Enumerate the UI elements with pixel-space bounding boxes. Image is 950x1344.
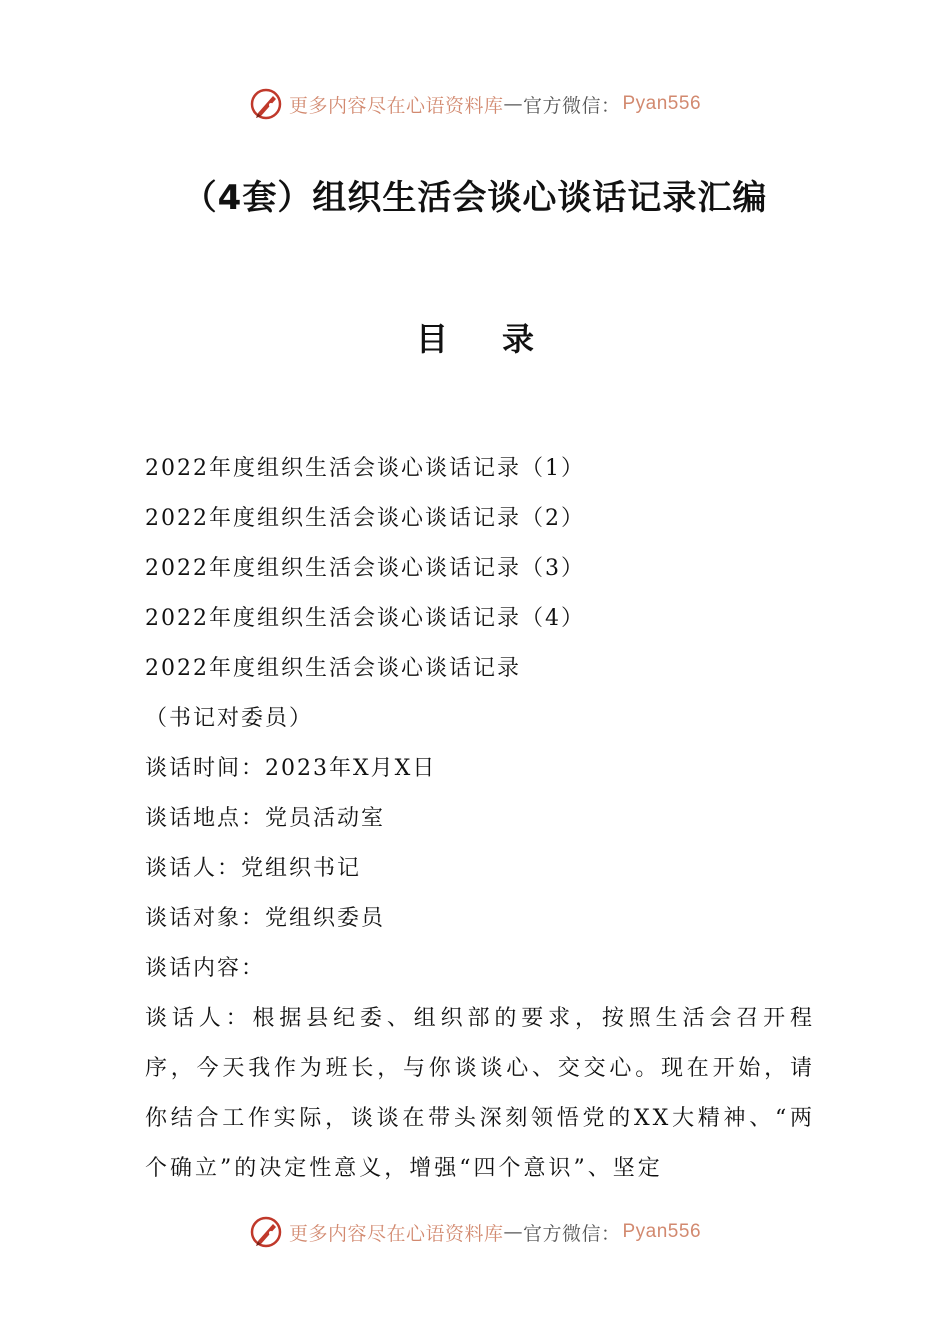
toc-item: 2022年度组织生活会谈心谈话记录（4） — [145, 606, 585, 631]
pen-logo-icon — [249, 1215, 283, 1249]
header-watermark — [0, 84, 950, 124]
document-title: （4套）组织生活会谈心谈话记录汇编 — [182, 178, 768, 218]
record-title: 2022年度组织生活会谈心谈话记录 — [145, 656, 521, 681]
toc-item: 2022年度组织生活会谈心谈话记录（1） — [145, 456, 585, 481]
record-time: 谈话时间：2023年X月X日 — [145, 756, 437, 781]
record-speaker: 谈话人：党组织书记 — [145, 856, 362, 881]
record-subtitle: （书记对委员） — [145, 706, 314, 731]
record-paragraph: 谈话人：根据县纪委、组织部的要求，按照生活会召开程序，今天我作为班长，与你谈谈心、交交心。现在开始，请你结合工作实际，谈谈在带头深刻领悟党的XX大精神、“两个确立”的决定性意义，增强“四个意识”、坚定 — [145, 1006, 815, 1181]
document-body — [145, 444, 815, 1194]
pen-logo-icon — [249, 87, 283, 121]
watermark-slogan: 更多内容尽在心语资料库 — [288, 94, 504, 117]
record-content-label: 谈话内容： — [145, 956, 266, 981]
watermark-separator: — — [503, 1221, 523, 1243]
watermark-wechat-id: Pyan556 — [622, 1221, 702, 1242]
footer-watermark — [0, 1212, 950, 1252]
watermark-separator: — — [503, 93, 523, 115]
toc-item: 2022年度组织生活会谈心谈话记录（3） — [145, 556, 585, 581]
record-target: 谈话对象：党组织委员 — [145, 906, 386, 931]
watermark-slogan: 更多内容尽在心语资料库 — [288, 1222, 504, 1245]
watermark-wechat-label: 官方微信： — [522, 94, 621, 117]
record-place: 谈话地点：党员活动室 — [145, 806, 386, 831]
watermark-wechat-id: Pyan556 — [622, 93, 702, 114]
toc-item: 2022年度组织生活会谈心谈话记录（2） — [145, 506, 585, 531]
watermark-wechat-label: 官方微信： — [522, 1222, 621, 1245]
toc-heading: 目录 — [415, 320, 588, 358]
